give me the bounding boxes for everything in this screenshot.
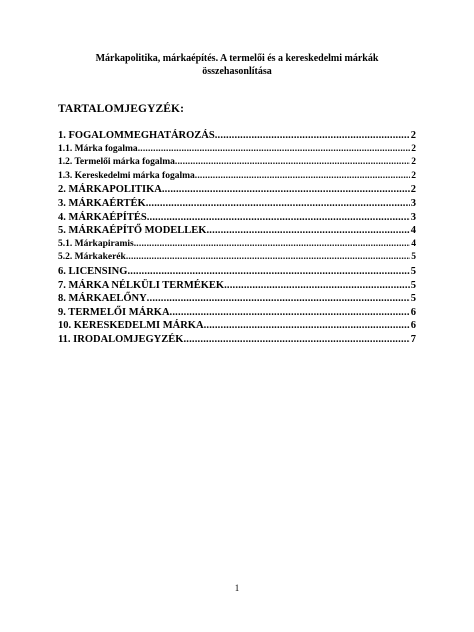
toc-entry[interactable] [58, 143, 416, 157]
toc-dot-leader [147, 211, 410, 225]
toc-dot-leader [147, 292, 410, 306]
toc-entry[interactable] [58, 251, 416, 265]
toc-dot-leader [183, 333, 409, 347]
page-number: 1 [234, 583, 240, 593]
toc-dot-leader [134, 238, 411, 252]
toc-dot-leader [170, 306, 410, 320]
toc-entry-page-number: 3 [410, 211, 416, 223]
toc-entry[interactable] [58, 238, 416, 252]
toc-entry-label: 1.2. Termelői márka fogalma [58, 157, 175, 168]
toc-entry-label: 2. MÁRKAPOLITIKA [58, 184, 162, 196]
toc-entry-page-number: 5 [410, 265, 416, 277]
toc-dot-leader [224, 279, 410, 293]
toc-entry-label: 7. MÁRKA NÉLKÜLI TERMÉKEK [58, 279, 225, 291]
toc-entry-label: 1. FOGALOMMEGHATÁROZÁS [58, 130, 215, 141]
toc-entry-page-number: 5 [411, 252, 416, 263]
toc-dot-leader [215, 129, 410, 143]
toc-entry[interactable] [58, 265, 416, 279]
document-title-line-1: Márkapolitika, márkaépítés. A termelői és a kereskedelmi márkák [95, 53, 379, 64]
toc-entry-page-number: 3 [410, 197, 416, 209]
toc-entry-label: 5.2. Márkakerék [58, 252, 126, 263]
document-title-line-2: összehasonlítása [202, 66, 272, 77]
toc-entry[interactable] [58, 197, 416, 211]
toc-entry[interactable] [58, 292, 416, 306]
table-of-contents [58, 129, 416, 347]
toc-entry-page-number: 5 [410, 279, 416, 291]
toc-entry[interactable] [58, 183, 416, 197]
toc-entry-page-number: 2 [411, 170, 416, 181]
toc-entry-page-number: 2 [410, 184, 416, 196]
toc-entry-label: 3. MÁRKAÉRTÉK [58, 197, 146, 209]
toc-entry-page-number: 4 [411, 238, 416, 249]
toc-entry-label: 1.1. Márka fogalma [58, 143, 138, 154]
toc-entry-label: 11. IRODALOMJEGYZÉK [58, 333, 184, 345]
toc-heading: TARTALOMJEGYZÉK: [58, 103, 184, 115]
toc-entry-label: 5.1. Márkapiramis [58, 238, 134, 249]
toc-entry[interactable] [58, 156, 416, 170]
toc-entry[interactable] [58, 170, 416, 184]
toc-entry-page-number: 2 [411, 157, 416, 168]
toc-entry[interactable] [58, 211, 416, 225]
toc-entry[interactable] [58, 306, 416, 320]
toc-entry-label: 5. MÁRKAÉPÍTŐ MODELLEK [58, 225, 207, 237]
toc-dot-leader [204, 319, 410, 333]
toc-dot-leader [162, 183, 410, 197]
toc-dot-leader [138, 143, 411, 157]
toc-dot-leader [146, 197, 410, 211]
toc-entry[interactable] [58, 224, 416, 238]
toc-dot-leader [175, 156, 410, 170]
toc-entry-page-number: 6 [410, 320, 416, 332]
toc-entry-page-number: 2 [411, 143, 416, 154]
document-title [60, 52, 414, 78]
toc-entry-page-number: 5 [410, 293, 416, 305]
toc-entry[interactable] [58, 333, 416, 347]
toc-entry-page-number: 2 [410, 130, 416, 141]
toc-entry-page-number: 6 [410, 306, 416, 318]
toc-entry-page-number: 4 [410, 225, 416, 237]
toc-entry-page-number: 7 [410, 333, 416, 345]
toc-entry-label: 8. MÁRKAELŐNY [58, 293, 147, 305]
toc-entry-label: 6. LICENSING [58, 265, 128, 277]
toc-entry-label: 1.3. Kereskedelmi márka fogalma [58, 170, 195, 181]
toc-dot-leader [206, 224, 409, 238]
toc-entry[interactable] [58, 279, 416, 293]
toc-dot-leader [195, 170, 410, 184]
toc-entry-label: 9. TERMELŐI MÁRKA [58, 306, 170, 318]
toc-entry[interactable] [58, 319, 416, 333]
toc-dot-leader [127, 265, 409, 279]
toc-dot-leader [126, 251, 410, 265]
toc-entry-label: 10. KERESKEDELMI MÁRKA [58, 320, 204, 332]
toc-entry-label: 4. MÁRKAÉPÍTÉS [58, 211, 147, 223]
toc-entry[interactable] [58, 129, 416, 143]
